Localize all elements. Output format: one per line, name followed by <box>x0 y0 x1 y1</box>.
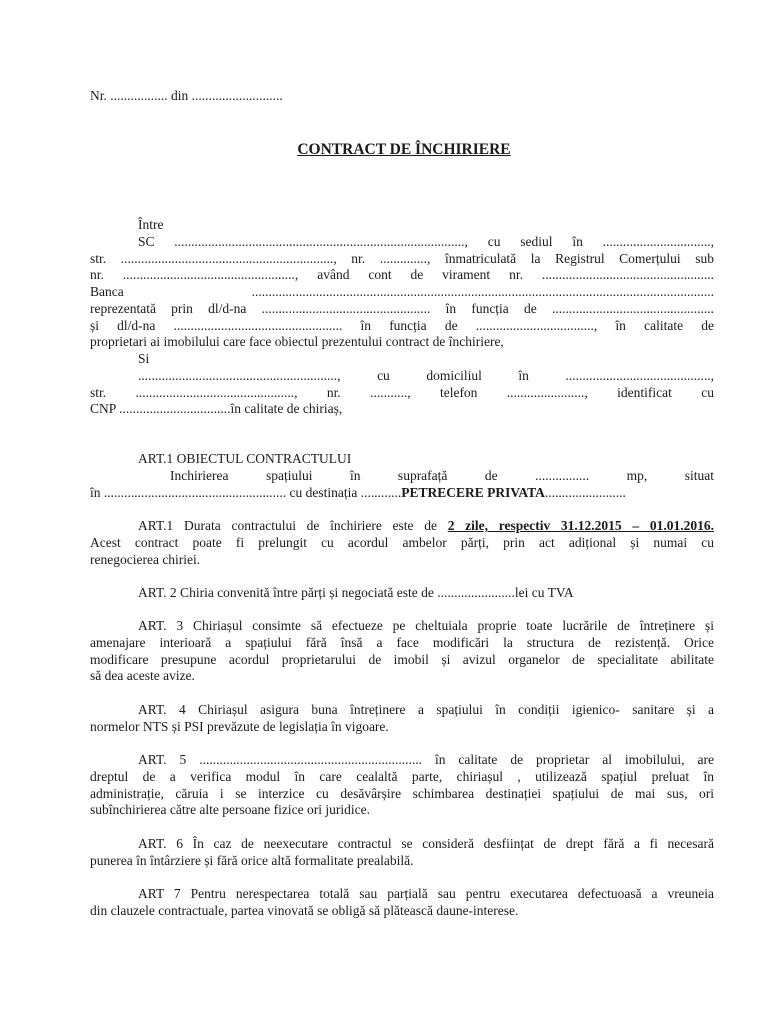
parties-line-4: Banca ......................................................................................................................................... <box>90 284 714 299</box>
parties-line-8: ..........................................................., cu domiciliul în ..........................................., <box>138 368 714 383</box>
art5-line-1: ART. 5 .................................................................. în calitate de proprietar al imobilului, are <box>138 752 714 767</box>
art2-line-1: ART. 2 Chiria convenită între părți și negociată este de .......................lei cu TVA <box>138 585 574 600</box>
art3-line-2: amenajare interioară a spațiului fără însă a face modificări la structura de rezistență. Orice <box>90 635 714 650</box>
art6-line-2: punerea în întârziere și fără orice altă formalitate prealabilă. <box>90 853 414 868</box>
document-title: CONTRACT DE ÎNCHIRIERE <box>297 141 511 158</box>
contract-number-line: Nr. ................. din ........................... <box>90 88 283 103</box>
art1-object-heading: ART.1 OBIECTUL CONTRACTULUI <box>138 451 352 466</box>
art4-line-1: ART. 4 Chiriașul asigura buna întreținere a spațiului în condiții igienico- sanitare și a <box>138 702 714 717</box>
art1-object-destination: PETRECERE PRIVATA <box>401 485 545 500</box>
parties-line-2: str. ..............................................................., nr. .............., înmatriculată la Registrul Comerțului sub <box>90 251 714 266</box>
art7-line-2: din clauzele contractuale, partea vinovată se obligă să plătească daune-interese. <box>90 903 519 918</box>
art1-object-location: în ...................................................... cu destinația ............ <box>90 485 402 500</box>
art5-line-4: subînchirierea către alte persoane fizice ori juridice. <box>90 802 370 817</box>
art5-line-3: administrație, căruia i se interzice cu desăvârșire schimbarea destinației spațiului de mai sus, ori <box>90 786 714 801</box>
art3-line-4: să dea aceste avize. <box>90 668 195 683</box>
parties-line-6: și dl/d-na .................................................. în funcția de ..................................., în calitate de <box>90 318 714 333</box>
art6-line-1: ART. 6 În caz de neexecutare contractul se consideră desființat de drept fără a fi necesară <box>138 836 714 851</box>
art7-line-1: ART 7 Pentru nerespectarea totală sau parțială sau pentru executarea defectuoasă a vreuneia <box>138 886 714 901</box>
art1-object-trailing-dots: ........................ <box>544 485 626 500</box>
parties-line-10: CNP .................................în calitate de chiriaș, <box>90 401 343 416</box>
parties-si: Si <box>138 351 150 366</box>
parties-between: Între <box>138 217 164 232</box>
art1-object-line-1: Inchirierea spațiului în suprafață de ................ mp, situat <box>170 468 714 483</box>
art1-object-line-2 <box>90 485 714 501</box>
art4-line-2: normelor NTS și PSI prevăzute de legislația în vigoare. <box>90 719 389 734</box>
art1-duration-line-1 <box>138 518 714 534</box>
parties-line-7: proprietari ai imobilului care face obiectul prezentului contract de închiriere, <box>90 334 504 349</box>
art3-line-3: modificare presupune acordul proprietarului de imobil și avizul organelor de specialitate abilitate <box>90 652 714 667</box>
art1-duration-text: ART.1 Durata contractului de închiriere este de <box>138 518 448 533</box>
parties-line-5: reprezentată prin dl/d-na .................................................. în funcția de ................................................ <box>90 301 714 316</box>
parties-line-9: str. ..............................................., nr. ..........., telefon ......................., identificat cu <box>90 385 714 400</box>
art3-line-1: ART. 3 Chiriașul consimte să efectueze pe cheltuiala proprie toate lucrările de întreținere și <box>138 618 714 633</box>
art1-duration-line-3: renegocierea chiriei. <box>90 552 201 567</box>
art1-duration-period: 2 zile, respectiv 31.12.2015 – 01.01.2016. <box>447 518 714 533</box>
art1-duration-line-2: Acest contract poate fi prelungit cu acordul ambelor părți, prin act adițional și numai cu <box>90 535 714 550</box>
art5-line-2: dreptul de a verifica modul în care cealaltă parte, chiriașul , utilizează spațiul preluat în <box>90 769 714 784</box>
parties-line-3: nr. ..................................................., având cont de virament nr. ................................................... <box>90 267 714 282</box>
parties-line-1: SC ......................................................................................, cu sediul în ................................, <box>138 234 714 249</box>
